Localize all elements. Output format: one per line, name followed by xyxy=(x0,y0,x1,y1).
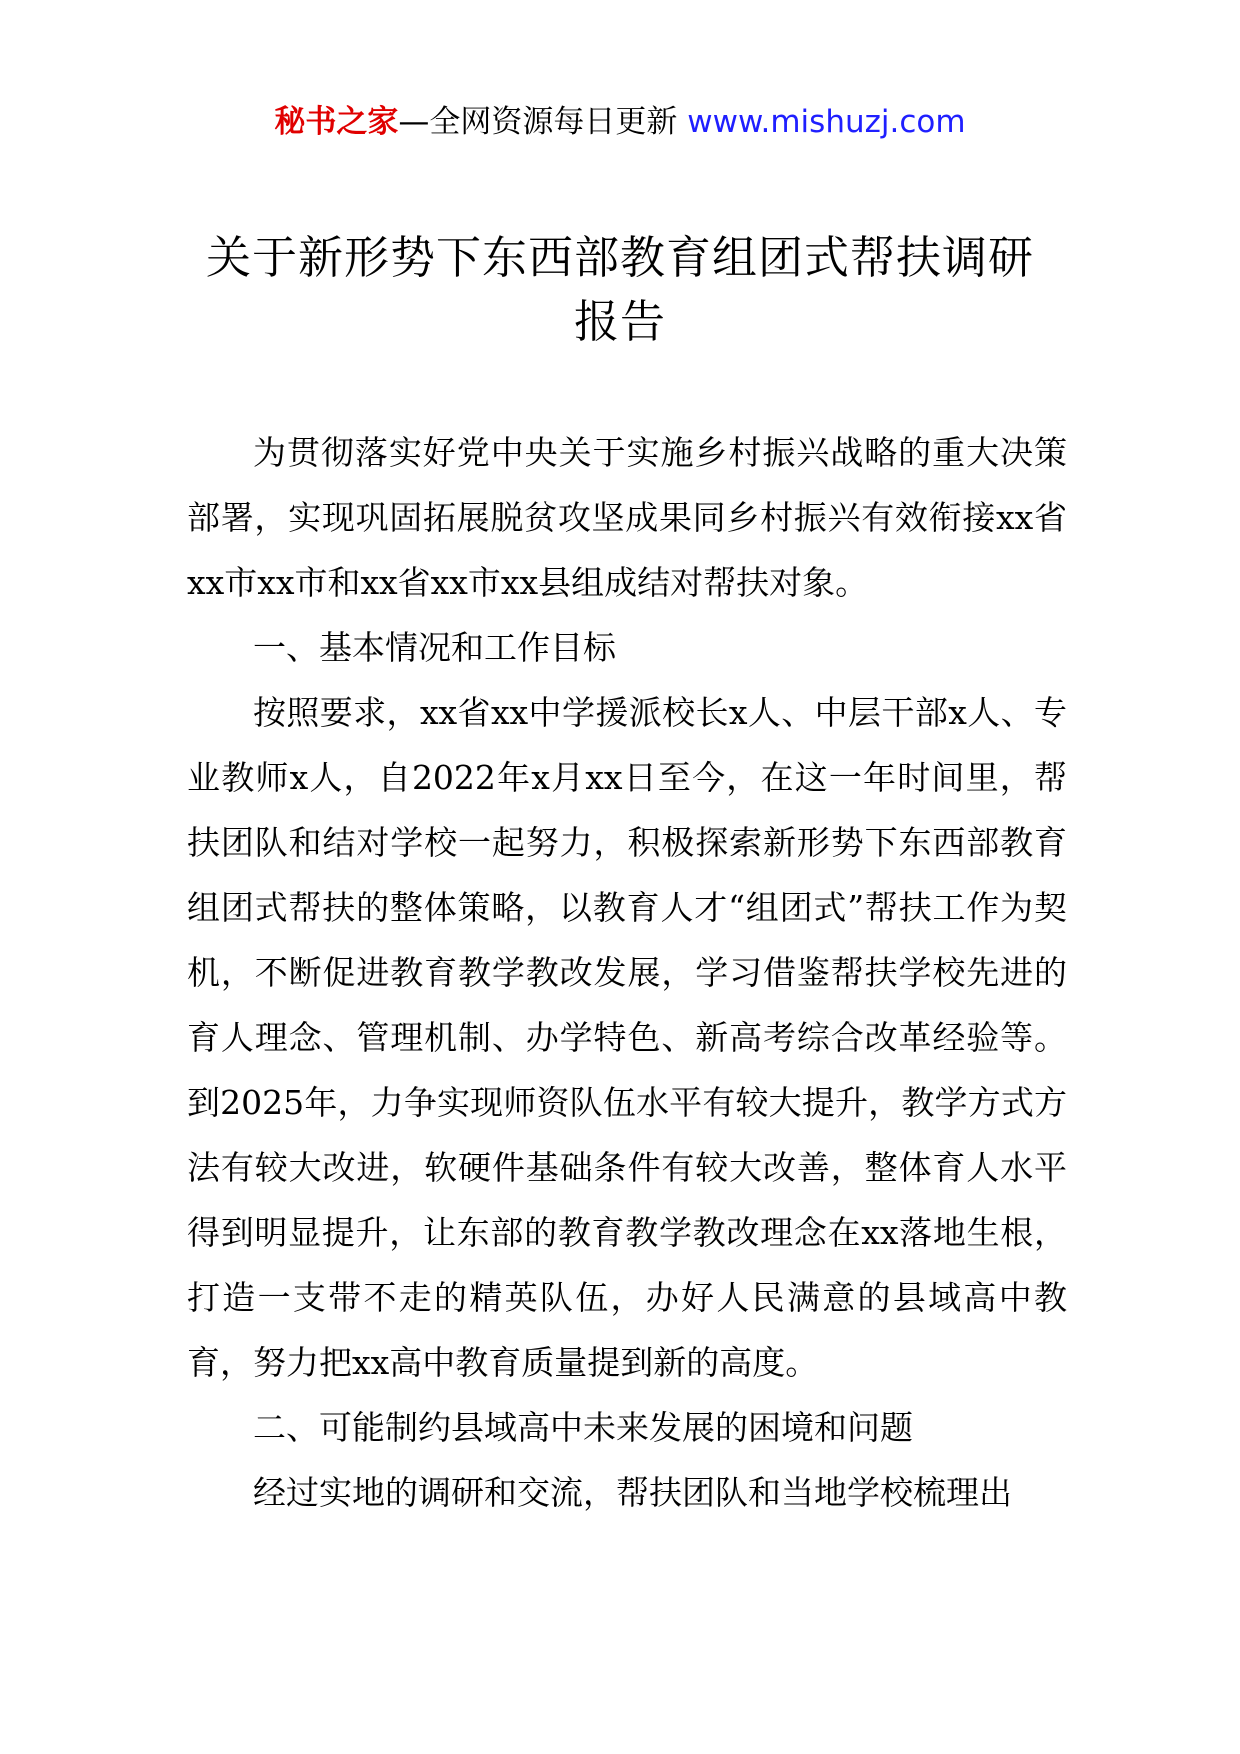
document-title xyxy=(150,226,1090,354)
document-body xyxy=(187,420,1067,1525)
section-1-paragraph: 按照要求，xx省xx中学援派校长x人、中层干部x人、专业教师x人，自2022年x月xx日至今，在这一年时间里，帮扶团队和结对学校一起努力，积极探索新形势下东西部教育组团式帮扶的整体策略，以教育人才“组团式”帮扶工作为契机，不断促进教育教学教改发展，学习借鉴帮扶学校先进的育人理念、管理机制、办学特色、新高考综合改革经验等。到2025年，力争实现师资队伍水平有较大提升，教学方式方法有较大改进，软硬件基础条件有较大改善，整体育人水平得到明显提升，让东部的教育教学教改理念在xx落地生根，打造一支带不走的精英队伍，办好人民满意的县域高中教育，努力把xx高中教育质量提到新的高度。 xyxy=(187,693,1067,1382)
site-url-link[interactable]: www.mishuzj.com xyxy=(687,104,966,140)
intro-paragraph: 为贯彻落实好党中央关于实施乡村振兴战略的重大决策部署，实现巩固拓展脱贫攻坚成果同乡村振兴有效衔接xx省xx市xx市和xx省xx市xx县组成结对帮扶对象。 xyxy=(187,433,1067,602)
title-line-2: 报告 xyxy=(573,295,666,348)
section-2-heading: 二、可能制约县域高中未来发展的困境和问题 xyxy=(253,1408,913,1447)
section-2-paragraph: 经过实地的调研和交流，帮扶团队和当地学校梳理出 xyxy=(253,1473,1012,1512)
title-line-1: 关于新形势下东西部教育组团式帮扶调研 xyxy=(205,231,1034,284)
brand-name: 秘书之家 xyxy=(274,104,399,140)
site-header xyxy=(0,102,1240,142)
section-1-heading: 一、基本情况和工作目标 xyxy=(253,628,616,667)
header-tagline: —全网资源每日更新 xyxy=(398,104,678,140)
